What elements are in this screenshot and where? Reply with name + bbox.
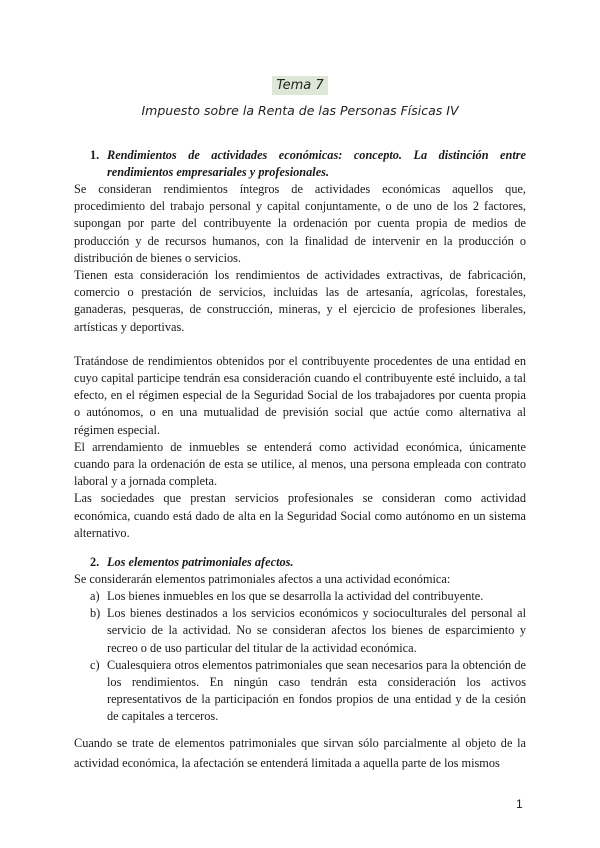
section-2-intro xyxy=(74,571,526,588)
paragraph: Se consideran rendimientos íntegros de actividades económicas aquellos que, procedimiento del trabajo personal y capital conjuntamente, o de uno de los 2 factores, supongan por parte del contribuyente la ordenación por cuenta propia de medios de producción y de recursos humanos, con la finalidad de intervenir en la producción o distribución de bienes o servicios. xyxy=(74,182,526,265)
paragraph: Se considerarán elementos patrimoniales afectos a una actividad económica: xyxy=(74,572,451,586)
section-2-closing xyxy=(74,733,526,773)
title-wrap xyxy=(0,76,600,95)
paragraph-gap xyxy=(74,336,526,353)
paragraph: Cuando se trate de elementos patrimoniales que sirvan sólo parcialmente al objeto de la actividad económica, la afectación se entenderá limitada a aquella parte de los mismos xyxy=(74,736,526,770)
list-item xyxy=(90,605,526,657)
list-item-text: Los bienes destinados a los servicios económicos y socioculturales del personal al servicio de la actividad. No se consideran afectos los bienes de esparcimiento y recreo o de uso particular del titular de la actividad económica. xyxy=(107,606,526,655)
page-subtitle: Impuesto sobre la Renta de las Personas Físicas IV xyxy=(141,103,459,118)
elements-list xyxy=(90,588,526,726)
paragraph: El arrendamiento de inmuebles se entenderá como actividad económica, únicamente cuando para la ordenación de esta se utilice, al menos, una persona empleada con contrato laboral y a jornada completa. xyxy=(74,439,526,489)
page-number: 1 xyxy=(516,797,523,811)
section-2-title: Los elementos patrimoniales afectos. xyxy=(107,555,294,569)
list-marker: b) xyxy=(90,606,101,621)
list-item-text: Cualesquiera otros elementos patrimoniales que sean necesarios para la obtención de los rendimientos. En ningún caso tendrán esta consideración los activos representativos de la participación en fondos propios de una entidad y de la cesión de capitales a terceros. xyxy=(107,657,526,724)
section-2-number: 2. xyxy=(90,555,100,569)
section-1-body xyxy=(74,181,526,542)
paragraph: Las sociedades que prestan servicios profesionales se consideran como actividad económica, cuando está dado de alta en la Seguridad Social como autónomo en un sistema alternativo. xyxy=(74,491,526,540)
paragraph: Tienen esta consideración los rendimientos de actividades extractivas, de fabricación, comercio o prestación de servicios, incluidas las de artesanía, agrícolas, forestales, ganaderas, pesqueras, de construcción, mineras, y el ejercicio de profesiones liberales, artísticas y deportivas. xyxy=(74,268,526,334)
section-1-number: 1. xyxy=(90,148,100,162)
section-2-heading xyxy=(90,554,526,571)
paragraph: Tratándose de rendimientos obtenidos por el contribuyente procedentes de una entidad en cuyo capital participe tendrán esa consideración cuando el contribuyente esté incluido, a tal efecto, en el régimen especial de la Seguridad Social de los trabajadores por cuenta propia o autónomos, o en una mutualidad de previsión social que actúe como alternativa al régimen especial. xyxy=(74,353,526,437)
list-marker: a) xyxy=(90,589,100,603)
list-item-text: Los bienes inmuebles en los que se desarrolla la actividad del contribuyente. xyxy=(107,589,484,603)
section-1-title: Rendimientos de actividades económicas: concepto. La distinción entre rendimientos empresariales y profesionales. xyxy=(107,148,526,180)
section-1-heading xyxy=(90,147,526,181)
list-marker: c) xyxy=(90,657,100,672)
list-item xyxy=(90,657,526,726)
page-title: Tema 7 xyxy=(272,76,327,95)
list-item xyxy=(90,588,526,605)
